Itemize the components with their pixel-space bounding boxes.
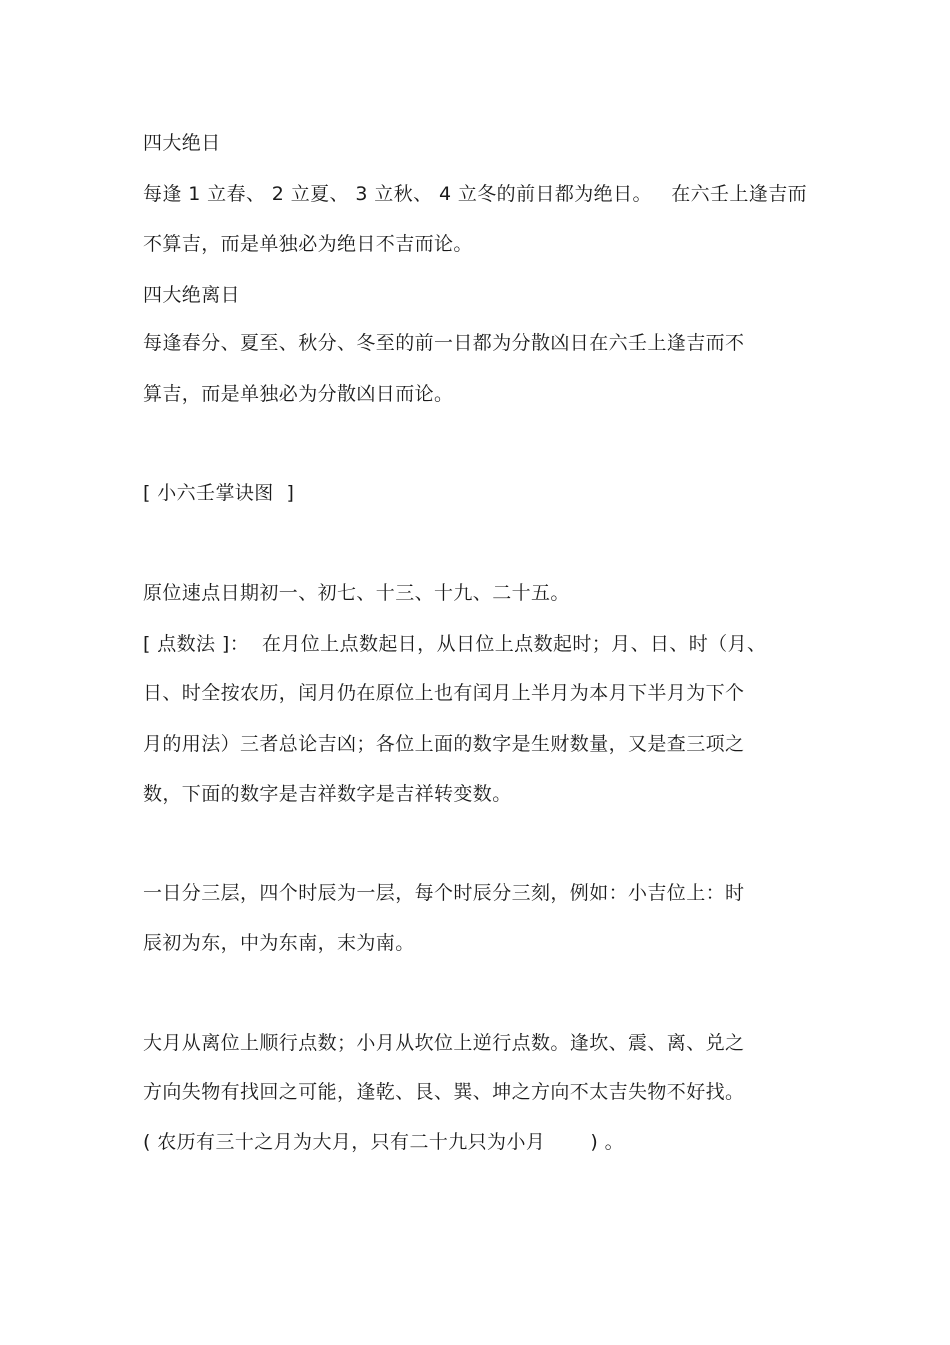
section-heading-four-jue-li-days: 四大绝离日 (143, 284, 241, 306)
paragraph-line: 不算吉，而是单独必为绝日不吉而论。 (143, 233, 473, 255)
paragraph-line: 一日分三层，四个时辰为一层，每个时辰分三刻，例如：小吉位上：时 (143, 882, 745, 904)
paragraph-line: 大月从离位上顺行点数；小月从坎位上逆行点数。逢坎、震、离、兑之 (143, 1032, 745, 1054)
paragraph-note: ( 农历有三十之月为大月，只有二十九只为小月 ) 。 (143, 1131, 624, 1153)
paragraph-line: 月的用法）三者总论吉凶；各位上面的数字是生财数量，又是查三项之 (143, 733, 745, 755)
paragraph-line: 算吉，而是单独必为分散凶日而论。 (143, 383, 454, 405)
paragraph-line: 辰初为东，中为东南，末为南。 (143, 932, 415, 954)
figure-caption: [ 小六壬掌诀图 ] (143, 482, 295, 504)
paragraph-line: 日、时全按农历，闰月仍在原位上也有闰月上半月为本月下半月为下个 (143, 682, 745, 704)
paragraph-line: 每逢春分、夏至、秋分、冬至的前一日都为分散凶日在六壬上逢吉而不 (143, 332, 745, 354)
paragraph-line: 方向失物有找回之可能，逢乾、艮、巽、坤之方向不太吉失物不好找。 (143, 1081, 745, 1103)
paragraph-line: 数，下面的数字是吉祥数字是吉祥转变数。 (143, 783, 512, 805)
paragraph-line: [ 点数法 ]： 在月位上点数起日，从日位上点数起时；月、日、时（月、 (143, 633, 767, 655)
section-heading-four-jue-days: 四大绝日 (143, 132, 221, 154)
paragraph-line: 每逢 1 立春、 2 立夏、 3 立秋、 4 立冬的前日都为绝日。 在六壬上逢吉而 (143, 183, 807, 205)
paragraph-line: 原位速点日期初一、初七、十三、十九、二十五。 (143, 582, 570, 604)
